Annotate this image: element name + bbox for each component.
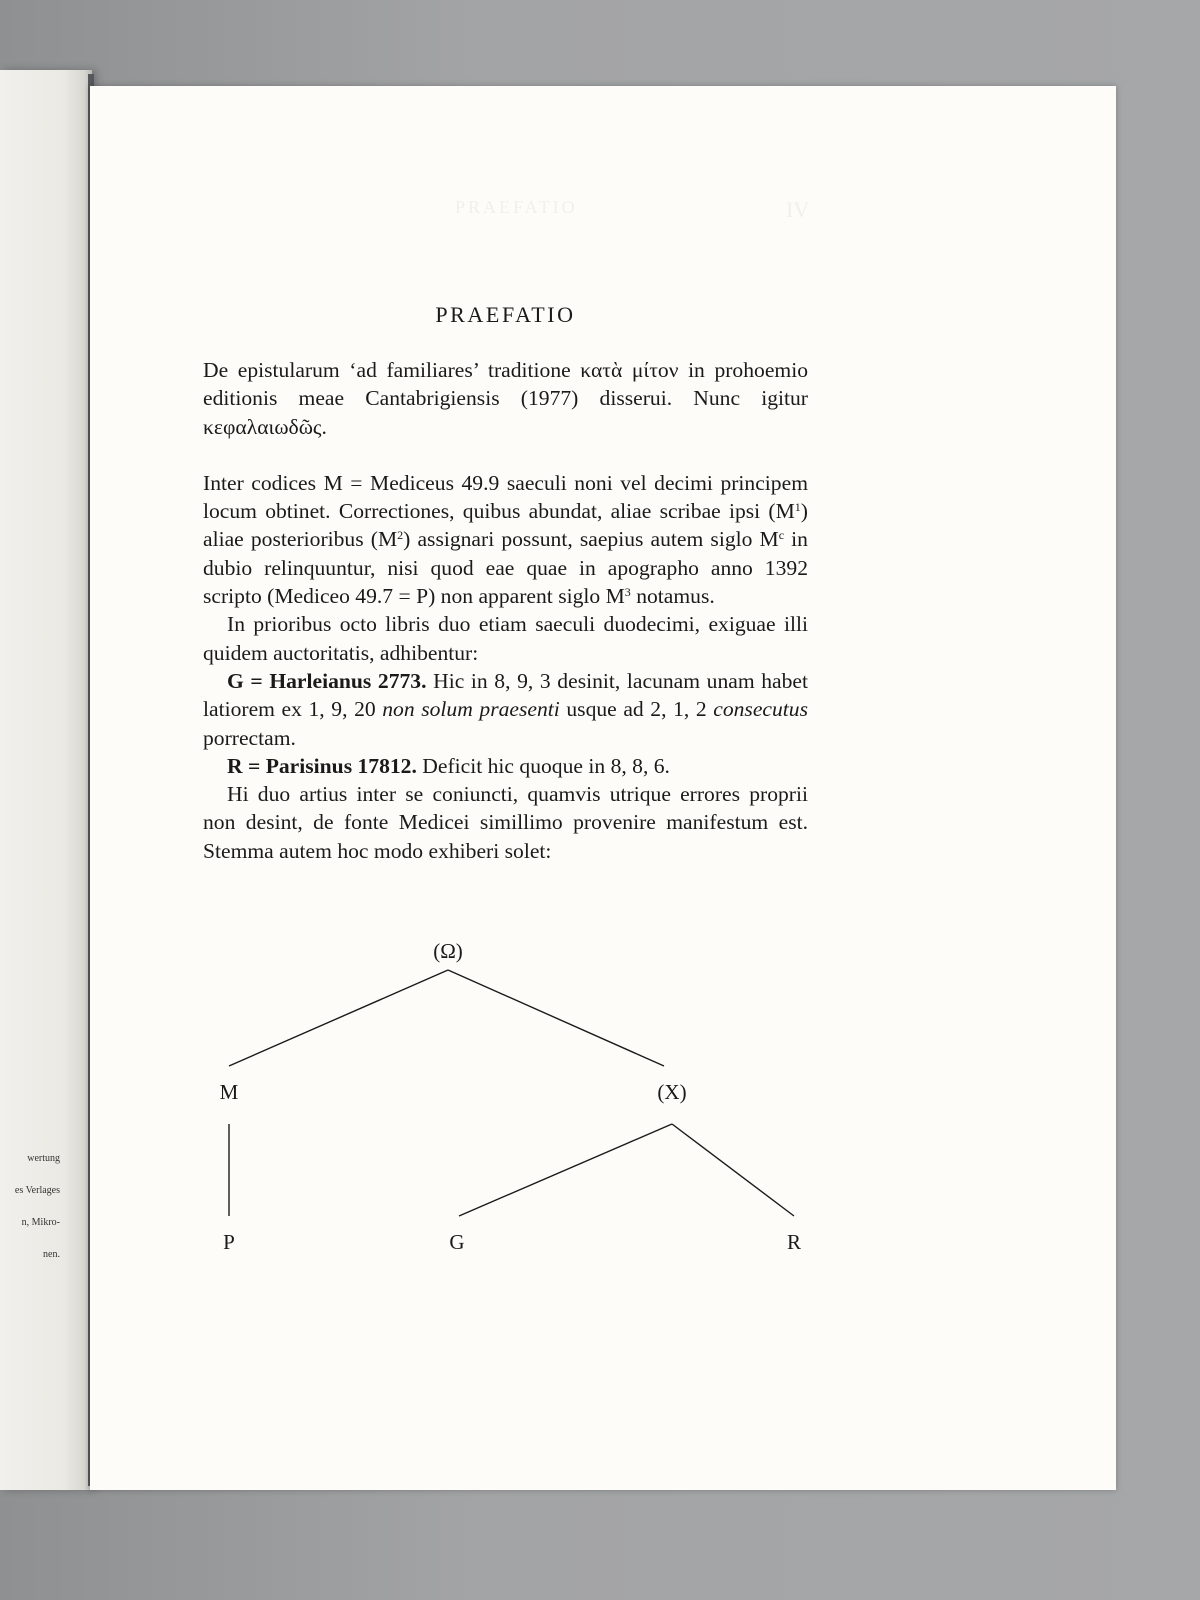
text-run: in dubio relinquuntur, nisi quod eae quae in apographo anno 1392 scripto (Mediceo 49.7 = P) non apparent siglo M	[203, 527, 808, 609]
superscript: 1	[794, 500, 801, 515]
text-run: Hic in 8, 9, 3 desinit, lacunam unam habet latiorem ex 1, 9, 20	[203, 668, 808, 722]
text-run: Deficit hic quoque in 8, 8, 6.	[416, 753, 670, 778]
text-run: ) assignari possunt, saepius autem siglo M	[403, 527, 779, 552]
left-page-line: nen.	[43, 1249, 60, 1260]
branch-omega-m	[229, 970, 448, 1066]
superscript: 2	[397, 528, 404, 543]
siglum-r-heading: R = Parisinus 17812.	[227, 753, 417, 778]
superscript: c	[778, 528, 785, 543]
superscript: 3	[624, 585, 631, 600]
italic-quote: non solum praesenti	[382, 697, 560, 722]
text-run: notamus.	[630, 584, 715, 609]
branch-x-g	[459, 1124, 672, 1216]
italic-quote: consecutus	[713, 697, 808, 722]
text-run: In prioribus octo libris duo etiam saeculi duodecimi, exiguae illi quidem auctoritatis, adhibentur:	[203, 612, 808, 665]
text-run: usque ad 2, 1, 2	[559, 697, 714, 722]
page-title: PRAEFATIO	[435, 302, 576, 327]
text-run: ) aliae posterioribus (M	[203, 499, 808, 552]
node-r: R	[786, 1230, 802, 1254]
branch-omega-x	[448, 970, 664, 1066]
left-page-line: wertung	[27, 1153, 60, 1164]
siglum-g-heading: G = Harleianus 2773.	[227, 668, 427, 693]
left-page-line: es Verlages	[14, 1185, 60, 1196]
show-through-header: PRAEFATIO	[455, 197, 578, 217]
node-m: M	[219, 1080, 239, 1104]
branch-x-r	[672, 1124, 794, 1216]
node-omega: (Ω)	[433, 939, 463, 963]
text-run: Hi duo artius inter se coniuncti, quamvis utrique errores proprii non desint, de fonte Medicei simillimo provenire manifestum est. Stemma autem hoc modo exhiberi solet:	[203, 782, 808, 863]
node-g: G	[449, 1230, 465, 1254]
node-x: (X)	[657, 1080, 687, 1104]
text-run: porrectam.	[203, 725, 296, 750]
text-run: Inter codices M = Mediceus 49.9 saeculi noni vel decimi principem locum obtinet. Correctiones, quibus abundat, aliae scribae ipsi (M	[203, 470, 808, 524]
show-through-page-number: IV	[786, 197, 810, 222]
node-p: P	[223, 1230, 235, 1254]
paragraph-intro-text: De epistularum ‘ad familiares’ traditione κατὰ μίτον in prohoemio editionis meae Cantabrigiensis (1977) disserui. Nunc igitur κεφαλαιωδῶς.	[203, 358, 808, 439]
left-page-line: n, Mikro-	[21, 1217, 60, 1228]
